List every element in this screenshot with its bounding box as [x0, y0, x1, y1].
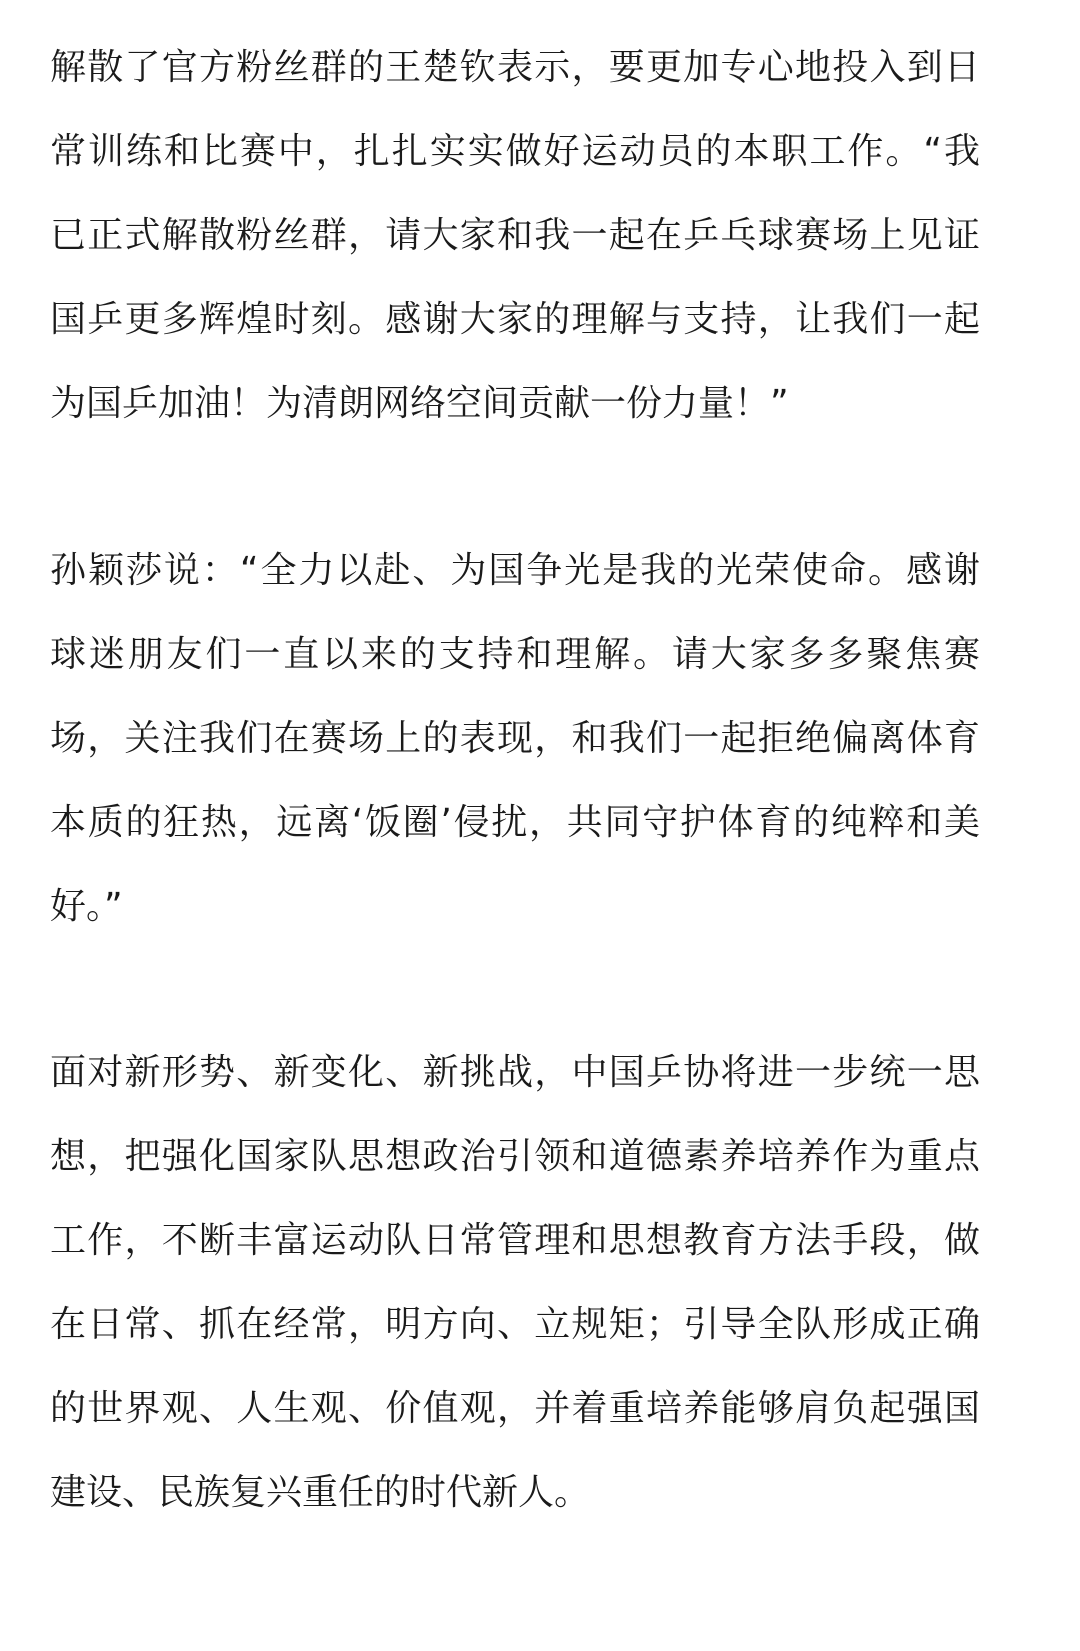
- text-line: 在日常、抓在经常，明方向、立规矩；引导全队形成正确: [50, 1304, 980, 1345]
- text-line: 好。”: [50, 886, 123, 927]
- text-line: 常训练和比赛中，扎扎实实做好运动员的本职工作。“我: [50, 131, 980, 172]
- text-line: 孙颖莎说：“全力以赴、为国争光是我的光荣使命。感谢: [50, 550, 980, 591]
- text-line: 想，把强化国家队思想政治引领和道德素养培养作为重点: [50, 1136, 980, 1177]
- text-line: 面对新形势、新变化、新挑战，中国乒协将进一步统一思: [50, 1052, 980, 1093]
- text-line: 本质的狂热，远离‘饭圈’侵扰，共同守护体育的纯粹和美: [50, 802, 980, 843]
- text-line: 场，关注我们在赛场上的表现，和我们一起拒绝偏离体育: [50, 718, 980, 759]
- text-line: 已正式解散粉丝群，请大家和我一起在乒乓球赛场上见证: [50, 215, 980, 256]
- text-line: 国乒更多辉煌时刻。感谢大家的理解与支持，让我们一起: [50, 299, 980, 340]
- text-line: 的世界观、人生观、价值观，并着重培养能够肩负起强国: [50, 1388, 980, 1429]
- text-line: 为国乒加油！为清朗网络空间贡献一份力量！”: [50, 383, 789, 424]
- text-line: 解散了官方粉丝群的王楚钦表示，要更加专心地投入到日: [50, 47, 980, 88]
- text-line: 工作，不断丰富运动队日常管理和思想教育方法手段，做: [50, 1220, 980, 1261]
- text-line: 球迷朋友们一直以来的支持和理解。请大家多多聚焦赛: [50, 634, 980, 675]
- text-line: 建设、民族复兴重任的时代新人。: [50, 1472, 591, 1513]
